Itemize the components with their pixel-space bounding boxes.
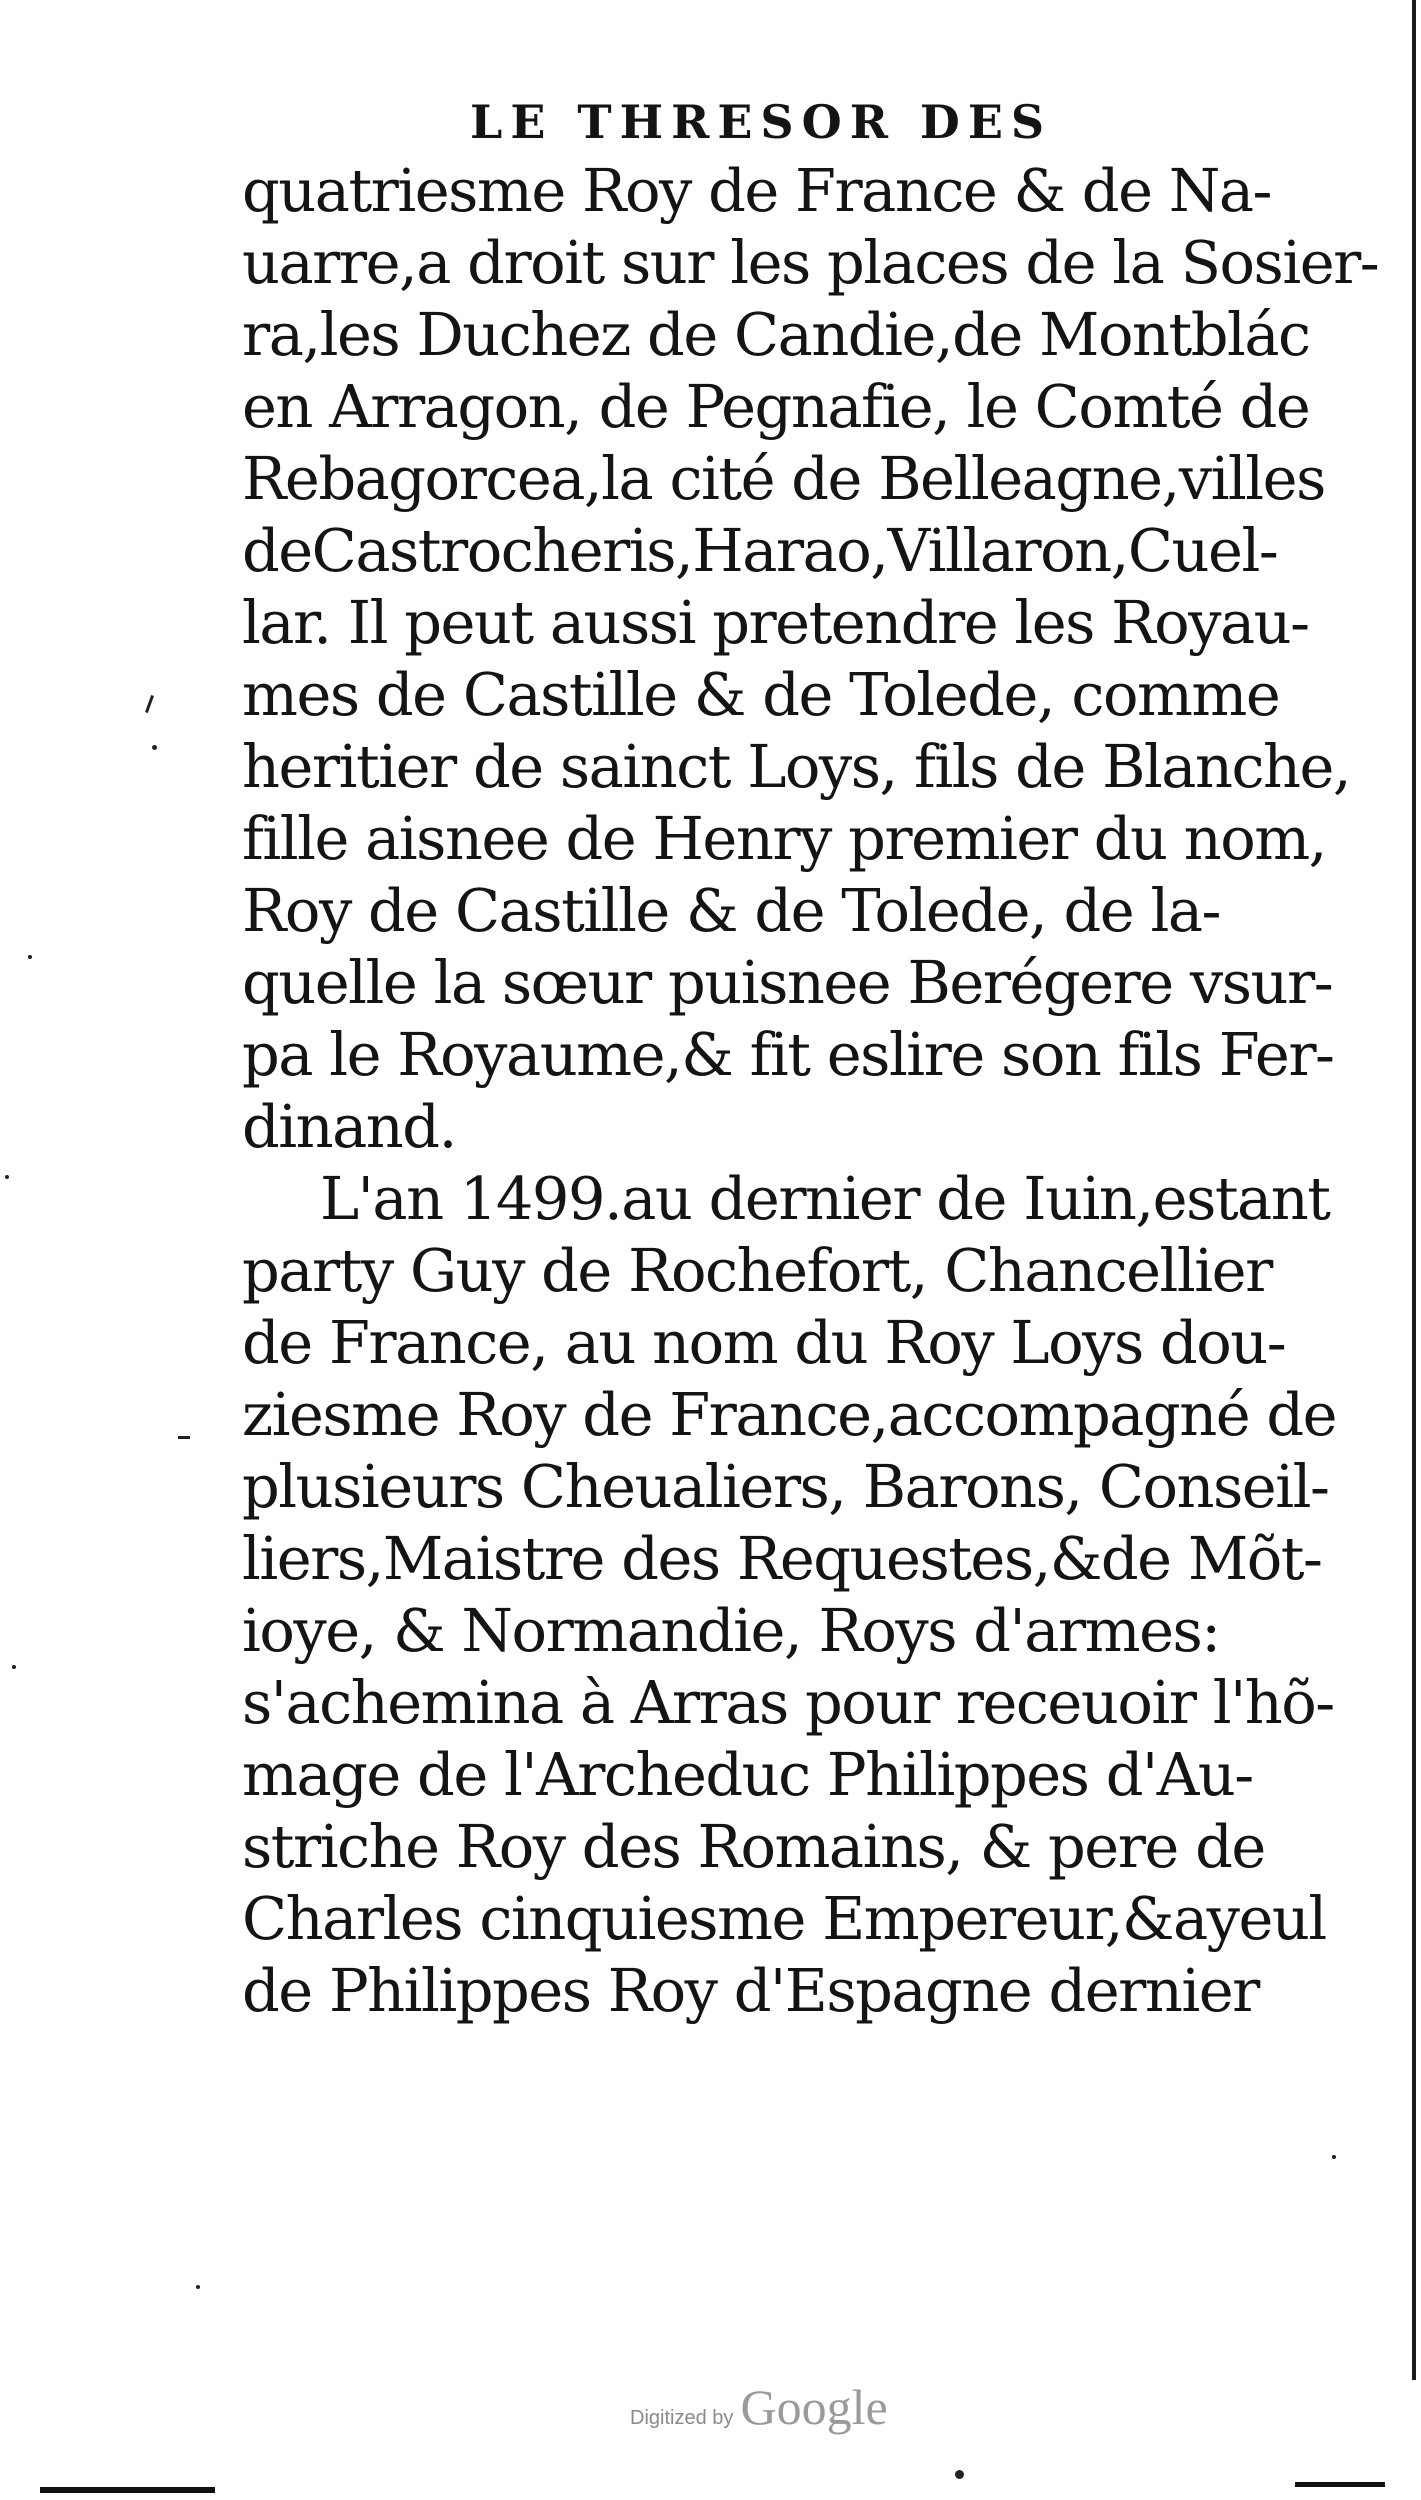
google-logo: Google [740,2379,888,2435]
text-line: Roy de Castille & de Tolede, de la- [242,876,1220,945]
text-line: deCastrocheris,Harao,Villaron,Cuel- [242,516,1278,585]
text-line: ra,les Duchez de Candie,de Montblác [242,300,1310,369]
text-line: pa le Royaume,& fit eslire son fils Fer- [242,1020,1334,1089]
text-line: party Guy de Rochefort, Chancellier [242,1236,1272,1305]
speck [152,745,157,750]
text-line: liers,Maistre des Requestes,&de Mõt- [242,1524,1322,1593]
text-line: plusieurs Cheualiers, Barons, Conseil- [242,1452,1329,1521]
speck [12,1665,16,1669]
scan-edge-bar [40,2487,215,2493]
speck [28,955,32,959]
speck [5,1175,9,1179]
running-title: LE THRESOR DES [470,95,1053,149]
text-line: mes de Castille & de Tolede, comme [242,660,1280,729]
text-line: Charles cinquiesme Empereur,&ayeul [242,1884,1326,1953]
text-line: ioye, & Normandie, Roys d'armes: [242,1596,1220,1665]
digitized-by-text: Digitized by [630,2407,734,2429]
speck [196,2285,200,2289]
margin-mark [178,1436,190,1439]
speck [1332,2155,1336,2159]
margin-mark [145,695,154,713]
text-line: heritier de sainct Loys, fils de Blanche, [242,732,1351,801]
text-line: s'achemina à Arras pour receuoir l'hõ- [242,1668,1334,1737]
digitized-watermark [630,2378,888,2436]
text-line: quatriesme Roy de France & de Na- [242,156,1271,225]
text-line: en Arragon, de Pegnafie, le Comté de [242,372,1310,441]
page-edge-rule [1412,0,1416,2380]
text-line: de France, au nom du Roy Loys dou- [242,1308,1286,1377]
text-line: mage de l'Archeduc Philippes d'Au- [242,1740,1253,1809]
scan-edge-bar [1295,2482,1385,2487]
text-line: dinand. [242,1092,456,1161]
speck [955,2470,964,2479]
text-line: striche Roy des Romains, & pere de [242,1812,1265,1881]
text-line: quelle la sœur puisnee Berégere vsur- [242,948,1333,1017]
text-line: de Philippes Roy d'Espagne dernier [242,1956,1259,2025]
text-line: lar. Il peut aussi pretendre les Royau- [242,588,1309,657]
text-line: fille aisnee de Henry premier du nom, [242,804,1326,873]
text-line: uarre,a droit sur les places de la Sosier- [242,228,1379,297]
text-line: ziesme Roy de France,accompagné de [242,1380,1337,1449]
paragraph-first-line: L'an 1499.au dernier de Iuin,estant [320,1164,1330,1233]
text-line: Rebagorcea,la cité de Belleagne,villes [242,444,1325,513]
